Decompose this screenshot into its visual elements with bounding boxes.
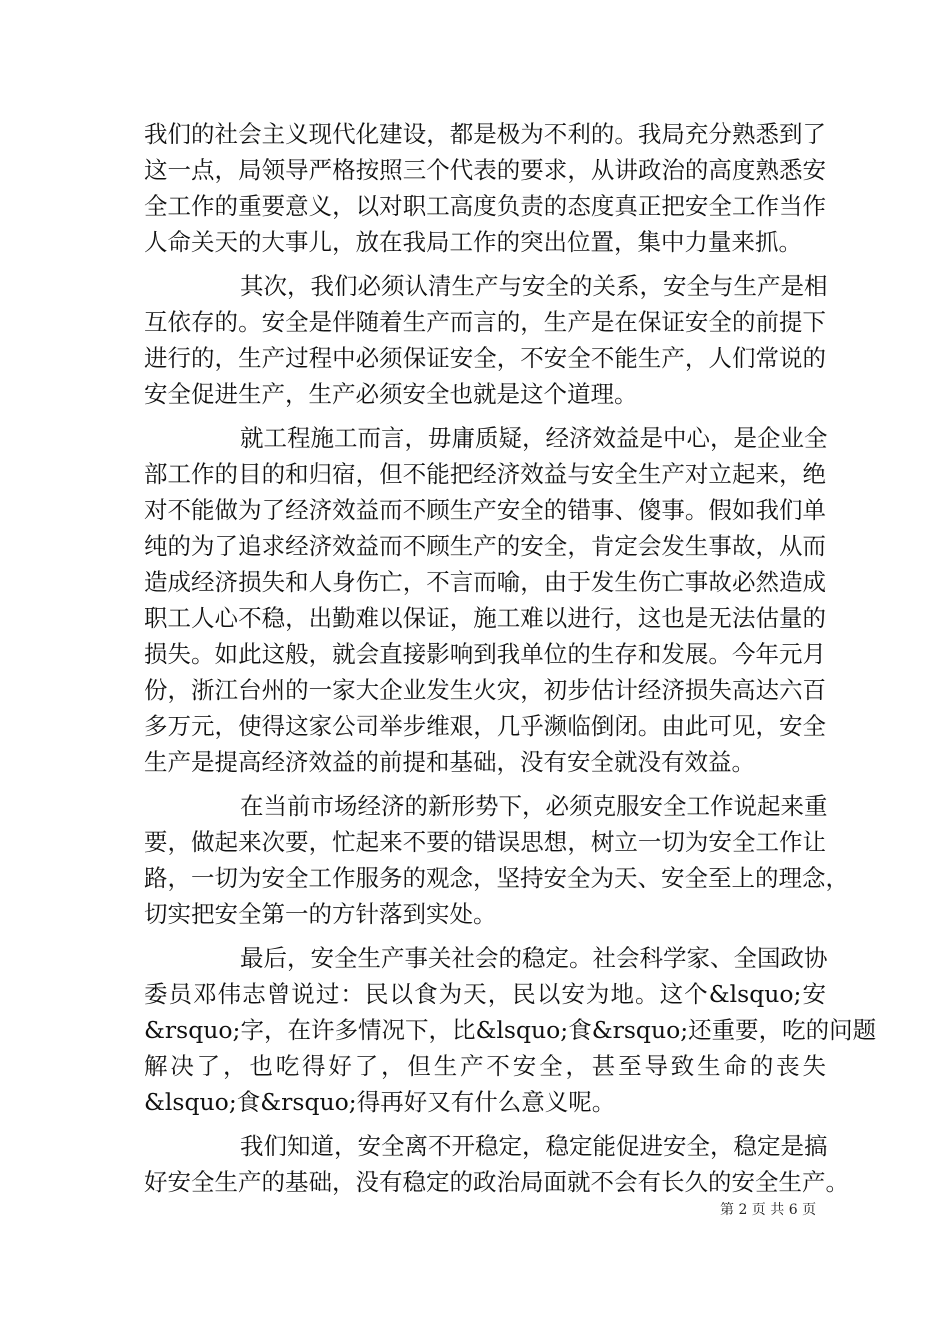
text-line: 损失。如此这般，就会直接影响到我单位的生存和发展。今年元月 xyxy=(144,640,826,668)
text-line: 这一点，局领导严格按照三个代表的要求，从讲政治的高度熟悉安 xyxy=(144,156,826,184)
text-line: 切实把安全第一的方针落到实处。 xyxy=(144,900,497,928)
text-line: 人命关天的大事儿，放在我局工作的突出位置，集中力量来抓。 xyxy=(144,228,802,256)
text-line: 部工作的目的和归宿，但不能把经济效益与安全生产对立起来，绝 xyxy=(144,460,826,488)
text-line: 委员邓伟志曾说过：民以食为天，民以安为地。这个&lsquo;安 xyxy=(144,980,826,1008)
text-line: 生产是提高经济效益的前提和基础，没有安全就没有效益。 xyxy=(144,748,755,776)
paragraph-first-line: 最后，安全生产事关社会的稳定。社会科学家、全国政协 xyxy=(240,944,828,972)
paragraph-first-line: 我们知道，安全离不开稳定，稳定能促进安全，稳定是搞 xyxy=(240,1132,828,1160)
text-line: 全工作的重要意义，以对职工高度负责的态度真正把安全工作当作 xyxy=(144,192,826,220)
text-line: 解决了，也吃得好了，但生产不安全，甚至导致生命的丧失 xyxy=(144,1052,826,1080)
text-line: 造成经济损失和人身伤亡，不言而喻，由于发生伤亡事故必然造成 xyxy=(144,568,826,596)
text-line: &rsquo;字，在许多情况下，比&lsquo;食&rsquo;还重要，吃的问题 xyxy=(144,1016,877,1044)
text-line: 好安全生产的基础，没有稳定的政治局面就不会有长久的安全生产。 xyxy=(144,1168,849,1196)
text-line: 路，一切为安全工作服务的观念，坚持安全为天、安全至上的理念， xyxy=(144,864,849,892)
text-line: 我们的社会主义现代化建设，都是极为不利的。我局充分熟悉到了 xyxy=(144,120,826,148)
text-line: 要，做起来次要，忙起来不要的错误思想，树立一切为安全工作让 xyxy=(144,828,826,856)
paragraph-first-line: 其次，我们必须认清生产与安全的关系，安全与生产是相 xyxy=(240,272,828,300)
text-line: 互依存的。安全是伴随着生产而言的，生产是在保证安全的前提下 xyxy=(144,308,826,336)
paragraph-first-line: 就工程施工而言，毋庸质疑，经济效益是中心，是企业全 xyxy=(240,424,828,452)
text-line: 份，浙江台州的一家大企业发生火灾，初步估计经济损失高达六百 xyxy=(144,676,826,704)
text-line: 对不能做为了经济效益而不顾生产安全的错事、傻事。假如我们单 xyxy=(144,496,826,524)
text-line: 纯的为了追求经济效益而不顾生产的安全，肯定会发生事故，从而 xyxy=(144,532,826,560)
text-line: &lsquo;食&rsquo;得再好又有什么意义呢。 xyxy=(144,1088,616,1116)
text-line: 多万元，使得这家公司举步维艰，几乎濒临倒闭。由此可见，安全 xyxy=(144,712,826,740)
text-line: 安全促进生产，生产必须安全也就是这个道理。 xyxy=(144,380,638,408)
paragraph-first-line: 在当前市场经济的新形势下，必须克服安全工作说起来重 xyxy=(240,792,828,820)
text-line: 进行的，生产过程中必须保证安全，不安全不能生产，人们常说的 xyxy=(144,344,826,372)
page-number: 第 2 页 共 6 页 xyxy=(720,1202,817,1218)
text-line: 职工人心不稳，出勤难以保证，施工难以进行，这也是无法估量的 xyxy=(144,604,826,632)
